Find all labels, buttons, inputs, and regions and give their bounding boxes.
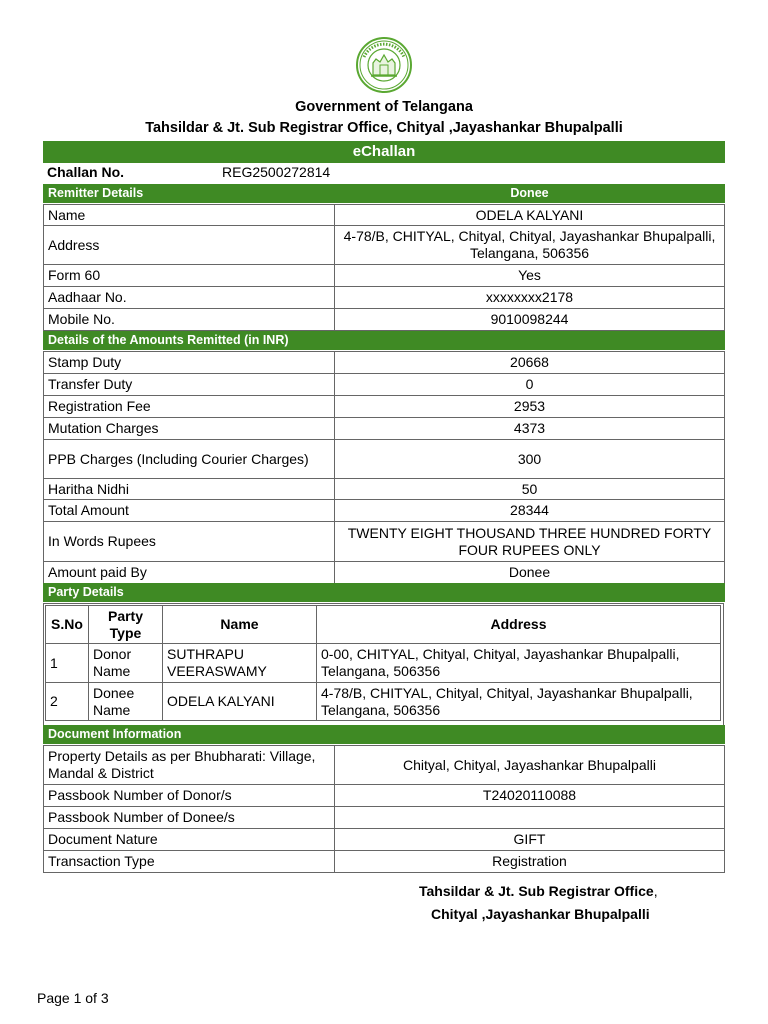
footer-office-line1 [419, 883, 658, 899]
row-value: 28344 [335, 500, 725, 522]
row-label: Haritha Nidhi [44, 479, 335, 500]
table-row [46, 683, 721, 721]
row-value: ODELA KALYANI [335, 205, 725, 226]
row-value: 4373 [335, 418, 725, 440]
page-number: Page 1 of 3 [37, 990, 109, 1006]
footer-office-comma: , [653, 883, 658, 899]
table-row [44, 746, 725, 785]
row-value [335, 807, 725, 829]
row-value: Yes [335, 265, 725, 287]
row-value: xxxxxxxx2178 [335, 287, 725, 309]
row-value: 4-78/B, CHITYAL, Chityal, Chityal, Jayashankar Bhupalpalli, Telangana, 506356 [335, 226, 725, 265]
table-row [44, 522, 725, 562]
row-value: T24020110088 [335, 785, 725, 807]
table-row [44, 418, 725, 440]
row-value: 0 [335, 374, 725, 396]
table-row [44, 287, 725, 309]
row-label: Amount paid By [44, 562, 335, 584]
amounts-table [43, 351, 725, 584]
row-label: Transfer Duty [44, 374, 335, 396]
row-label: In Words Rupees [44, 522, 335, 562]
header-address: Address [317, 606, 721, 644]
row-value: Chityal, Chityal, Jayashankar Bhupalpalli [335, 746, 725, 785]
row-label: Aadhaar No. [44, 287, 335, 309]
row-value: TWENTY EIGHT THOUSAND THREE HUNDRED FORTY FOUR RUPEES ONLY [335, 522, 725, 562]
table-row [44, 851, 725, 873]
header-sno: S.No [46, 606, 89, 644]
donee-column-label: Donee [510, 186, 549, 200]
row-label: Mobile No. [44, 309, 335, 331]
echallan-title-bar: eChallan [43, 141, 725, 163]
row-label: Name [44, 205, 335, 226]
amounts-section-bar [43, 331, 725, 350]
party-table [45, 605, 721, 721]
party-address: 0-00, CHITYAL, Chityal, Chityal, Jayashankar Bhupalpalli, Telangana, 506356 [317, 644, 721, 683]
table-row [44, 440, 725, 479]
remitter-section-label: Remitter Details [48, 186, 144, 200]
table-row [44, 265, 725, 287]
challan-no-label: Challan No. [47, 164, 125, 180]
table-row [44, 807, 725, 829]
document-section-bar [43, 725, 725, 744]
row-label: Property Details as per Bhubharati: Village, Mandal & District [44, 746, 335, 785]
telangana-seal-logo [356, 37, 412, 93]
table-row [44, 352, 725, 374]
party-type: Donor Name [89, 644, 163, 683]
table-row [44, 500, 725, 522]
table-header-row [46, 606, 721, 644]
row-label: Address [44, 226, 335, 265]
row-label: Passbook Number of Donee/s [44, 807, 335, 829]
document-table [43, 745, 725, 873]
table-row [44, 309, 725, 331]
party-sno: 2 [46, 683, 89, 721]
party-type: Donee Name [89, 683, 163, 721]
party-address: 4-78/B, CHITYAL, Chityal, Chityal, Jayashankar Bhupalpalli, Telangana, 506356 [317, 683, 721, 721]
row-label: PPB Charges (Including Courier Charges) [44, 440, 335, 479]
table-row [44, 396, 725, 418]
table-row [44, 205, 725, 226]
party-section-bar [43, 583, 725, 602]
row-label: Document Nature [44, 829, 335, 851]
office-title: Tahsildar & Jt. Sub Registrar Office, Chityal ,Jayashankar Bhupalpalli [145, 120, 623, 136]
government-title: Government of Telangana [295, 99, 473, 115]
challan-no-value: REG2500272814 [222, 164, 331, 180]
row-value: Registration [335, 851, 725, 873]
document-section-label: Document Information [48, 727, 182, 741]
party-name: SUTHRAPU VEERASWAMY [163, 644, 317, 683]
table-row [44, 785, 725, 807]
table-row [46, 644, 721, 683]
table-row [44, 829, 725, 851]
row-label: Transaction Type [44, 851, 335, 873]
row-value: 20668 [335, 352, 725, 374]
row-label: Total Amount [44, 500, 335, 522]
row-label: Mutation Charges [44, 418, 335, 440]
header-name: Name [163, 606, 317, 644]
remitter-section-bar [43, 184, 725, 203]
footer-office-name: Tahsildar & Jt. Sub Registrar Office [419, 883, 654, 899]
row-label: Passbook Number of Donor/s [44, 785, 335, 807]
row-value: Donee [335, 562, 725, 584]
table-row [44, 226, 725, 265]
party-sno: 1 [46, 644, 89, 683]
footer-office-line2: Chityal ,Jayashankar Bhupalpalli [431, 906, 650, 922]
row-value: GIFT [335, 829, 725, 851]
party-name: ODELA KALYANI [163, 683, 317, 721]
header-party-type: Party Type [89, 606, 163, 644]
row-value: 9010098244 [335, 309, 725, 331]
row-label: Form 60 [44, 265, 335, 287]
row-value: 2953 [335, 396, 725, 418]
table-row [44, 374, 725, 396]
table-row [44, 479, 725, 500]
table-row [44, 562, 725, 584]
party-section-label: Party Details [48, 585, 124, 599]
remitter-table [43, 204, 725, 331]
row-value: 50 [335, 479, 725, 500]
amounts-section-label: Details of the Amounts Remitted (in INR) [48, 333, 289, 347]
row-label: Registration Fee [44, 396, 335, 418]
row-label: Stamp Duty [44, 352, 335, 374]
row-value: 300 [335, 440, 725, 479]
